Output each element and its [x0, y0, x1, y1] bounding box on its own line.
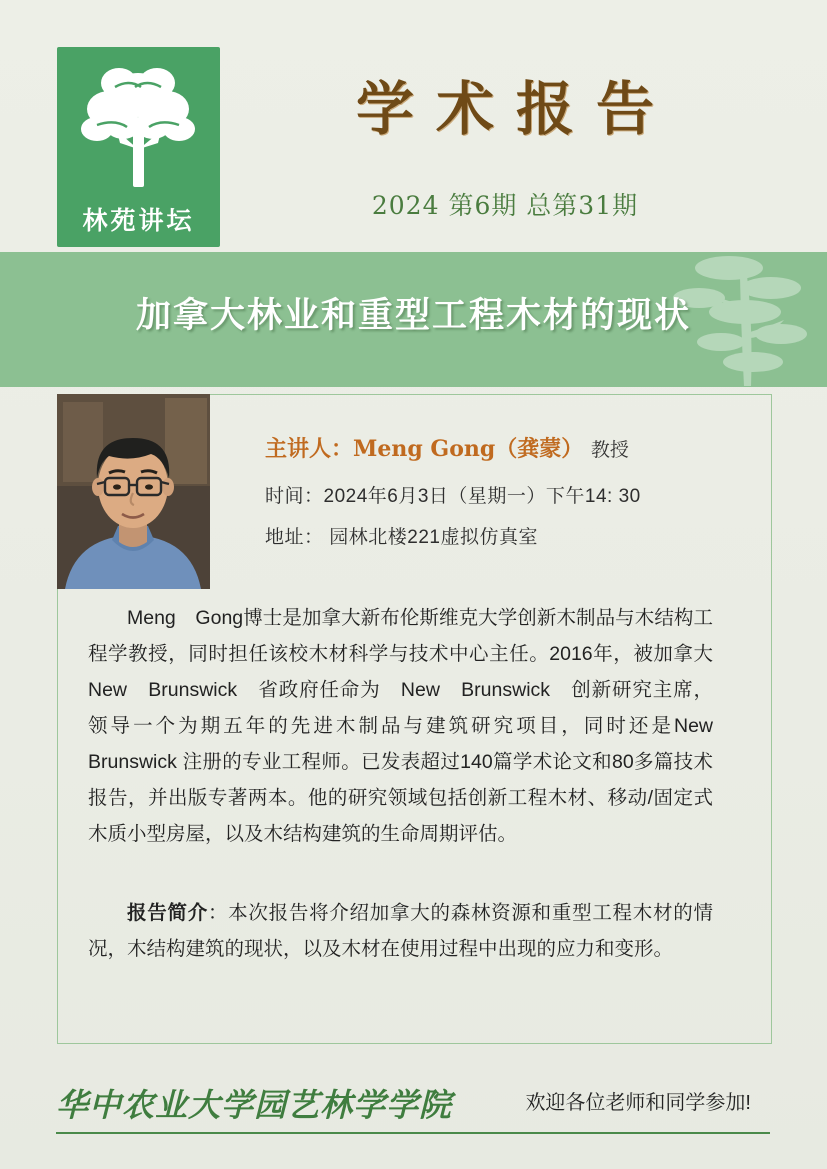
speaker-name-line [265, 432, 765, 463]
talk-abstract [88, 895, 713, 967]
logo-caption: 林苑讲坛 [82, 206, 195, 235]
abstract-colon: ： [207, 902, 229, 924]
bio-paragraph: Meng Gong博士是加拿大新布伦斯维克大学创新木制品与木结构工程学教授，同时担任该校木材科学与技术中心主任。2016年，被加拿大New Brunswick 省政府任命为 New Brunswick 创新研究主席，领导一个为期五年的先进木制品与建筑研究项目，同时还是New Brunswick 注册的专业工程师。已发表超过140篇学术论文和80多篇技术报告，并出版专著两本。他的研究领域包括创新工程木材、移动/固定式木质小型房屋，以及木结构建筑的生命周期评估。 [88, 607, 713, 845]
speaker-name: Meng Gong（龚蒙） [353, 436, 584, 462]
welcome-note: 欢迎各位老师和同学参加! [525, 1092, 751, 1114]
poster-header [0, 0, 827, 252]
page-title: 学术报告 [355, 75, 676, 143]
topic-banner [0, 252, 827, 387]
abstract-label: 报告简介 [127, 902, 208, 924]
speaker-info [265, 432, 765, 563]
speaker-bio [88, 600, 713, 852]
event-place: 地址： 园林北楼221虚拟仿真室 [265, 527, 538, 548]
speaker-label: 主讲人： [265, 436, 354, 462]
organization-name: 华中农业大学园艺林学学院 [56, 1086, 453, 1124]
event-time: 时间：2024年6月3日（星期一）下午14: 30 [265, 486, 641, 507]
footer-divider [56, 1132, 770, 1134]
issue-label: 2024 第6期 总第31期 [371, 191, 639, 220]
speaker-rank: 教授 [590, 440, 629, 461]
tree-icon [57, 53, 220, 203]
abstract-text: 本次报告将介绍加拿大的森林资源和重型工程木材的情况，木结构建筑的现状，以及木材在使用过程中出现的应力和变形。 [88, 902, 713, 960]
speaker-portrait [57, 394, 210, 589]
institute-logo [57, 47, 220, 247]
poster-footer [0, 1070, 827, 1169]
abstract-paragraph [88, 895, 713, 967]
topic-title: 加拿大林业和重型工程木材的现状 [135, 295, 691, 336]
